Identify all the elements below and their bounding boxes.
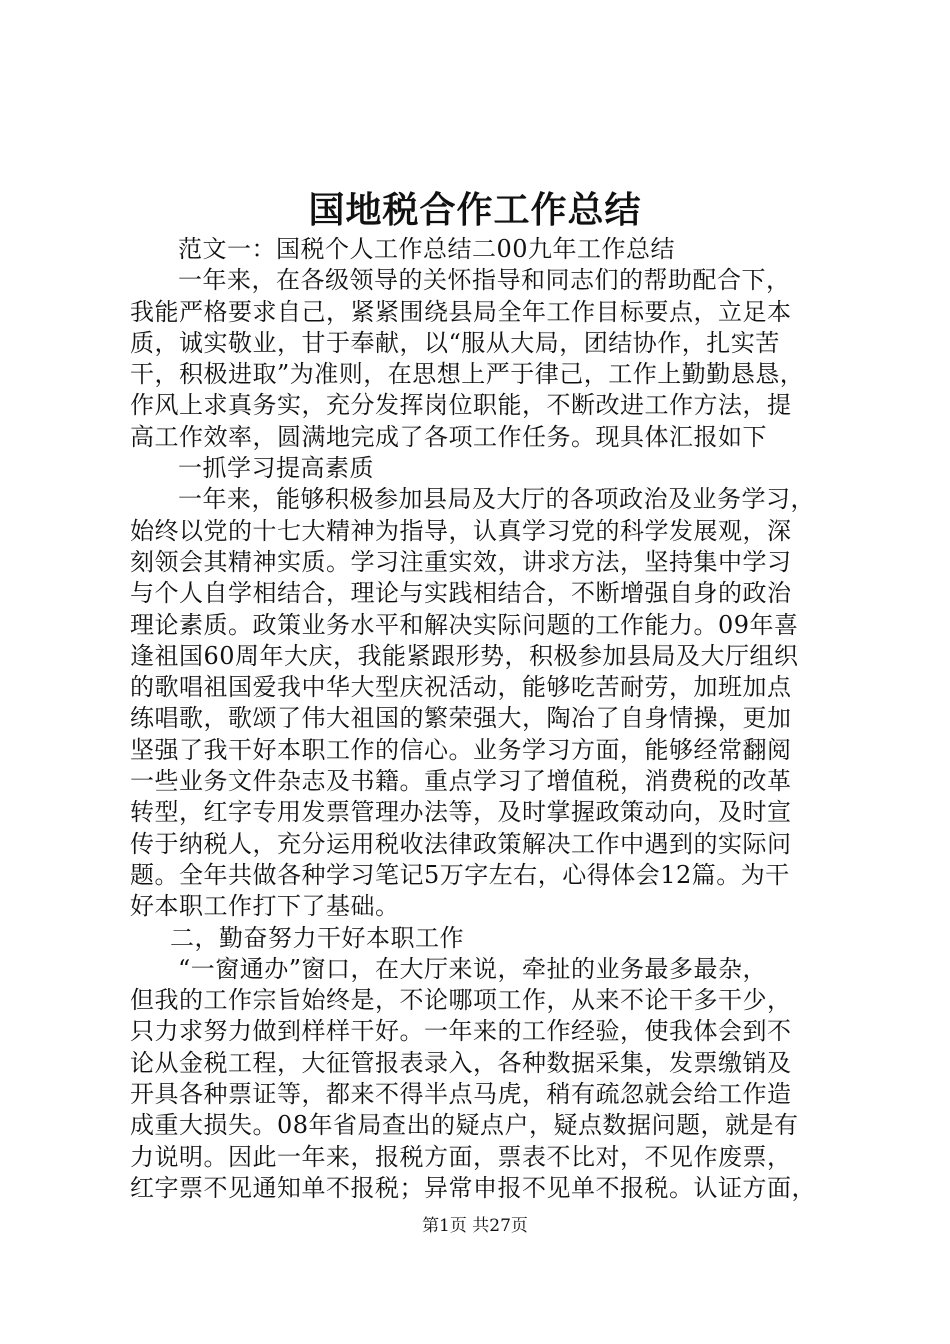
document-title: 国地税合作工作总结 bbox=[308, 189, 642, 231]
paragraph-line: 但我的工作宗旨始终是，不论哪项工作，从来不论干多干少， bbox=[130, 986, 792, 1015]
paragraph-line: 一些业务文件杂志及书籍。重点学习了增值税，消费税的改革 bbox=[130, 767, 792, 796]
section-heading: 一抓学习提高素质 bbox=[178, 454, 374, 483]
paragraph-line: 我能严格要求自己，紧紧围绕县局全年工作目标要点，立足本 bbox=[130, 297, 792, 326]
section-heading: 二，勤奋努力干好本职工作 bbox=[170, 923, 464, 952]
paragraph-line: 练唱歌，歌颂了伟大祖国的繁荣强大，陶冶了自身情操，更加 bbox=[130, 704, 792, 733]
paragraph-line: 质，诚实敬业，甘于奉献，以“服从大局，团结协作，扎实苦 bbox=[130, 328, 780, 357]
paragraph-line: 题。全年共做各种学习笔记5万字左右，心得体会12篇。为干 bbox=[130, 860, 790, 889]
paragraph-line: 力说明。因此一年来，报税方面，票表不比对，不见作废票， bbox=[130, 1142, 792, 1171]
paragraph-line: 逢祖国60周年大庆，我能紧跟形势，积极参加县局及大厅组织 bbox=[130, 641, 799, 670]
paragraph-line: 只力求努力做到样样干好。一年来的工作经验，使我体会到不 bbox=[130, 1017, 792, 1046]
document-body bbox=[130, 234, 842, 1204]
paragraph-line: 干，积极进取”为准则，在思想上严于律己，工作上勤勤恳恳， bbox=[130, 360, 805, 389]
paragraph-line: 理论素质。政策业务水平和解决实际问题的工作能力。09年喜 bbox=[130, 610, 799, 639]
paragraph-line: 论从金税工程，大征管报表录入，各种数据采集，发票缴销及 bbox=[130, 1048, 792, 1077]
paragraph-line: 一年来，能够积极参加县局及大厅的各项政治及业务学习， bbox=[178, 485, 815, 514]
paragraph-line: 成重大损失。08年省局查出的疑点户，疑点数据问题，就是有 bbox=[130, 1111, 799, 1140]
paragraph-line: 范文一：国税个人工作总结二00九年工作总结 bbox=[178, 235, 676, 263]
paragraph-line: 始终以党的十七大精神为指导，认真学习党的科学发展观，深 bbox=[130, 516, 792, 545]
paragraph-line: 转型，红字专用发票管理办法等，及时掌握政策动向，及时宣 bbox=[130, 798, 792, 827]
paragraph-line: 作风上求真务实，充分发挥岗位职能，不断改进工作方法，提 bbox=[130, 391, 792, 420]
paragraph-line: 与个人自学相结合，理论与实践相结合，不断增强自身的政治 bbox=[130, 579, 792, 608]
paragraph-line: 高工作效率，圆满地完成了各项工作任务。现具体汇报如下 bbox=[130, 422, 767, 451]
paragraph-line: 好本职工作打下了基础。 bbox=[130, 892, 400, 921]
paragraph-line: “一窗通办”窗口，在大厅来说，牵扯的业务最多最杂， bbox=[178, 954, 768, 983]
paragraph-line: 开具各种票证等，都来不得半点马虎，稍有疏忽就会给工作造 bbox=[130, 1080, 792, 1109]
paragraph-line: 的歌唱祖国爱我中华大型庆祝活动，能够吃苦耐劳，加班加点 bbox=[130, 673, 792, 702]
paragraph-line: 坚强了我干好本职工作的信心。业务学习方面，能够经常翻阅 bbox=[130, 735, 792, 764]
paragraph-line: 红字票不见通知单不报税；异常申报不见单不报税。认证方面， bbox=[130, 1173, 816, 1202]
page-number-footer: 第1页 共27页 bbox=[422, 1216, 528, 1236]
paragraph-line: 一年来，在各级领导的关怀指导和同志们的帮助配合下， bbox=[178, 266, 791, 295]
paragraph-line: 传于纳税人，充分运用税收法律政策解决工作中遇到的实际问 bbox=[130, 829, 792, 858]
paragraph-line: 刻领会其精神实质。学习注重实效，讲求方法，坚持集中学习 bbox=[130, 547, 792, 576]
